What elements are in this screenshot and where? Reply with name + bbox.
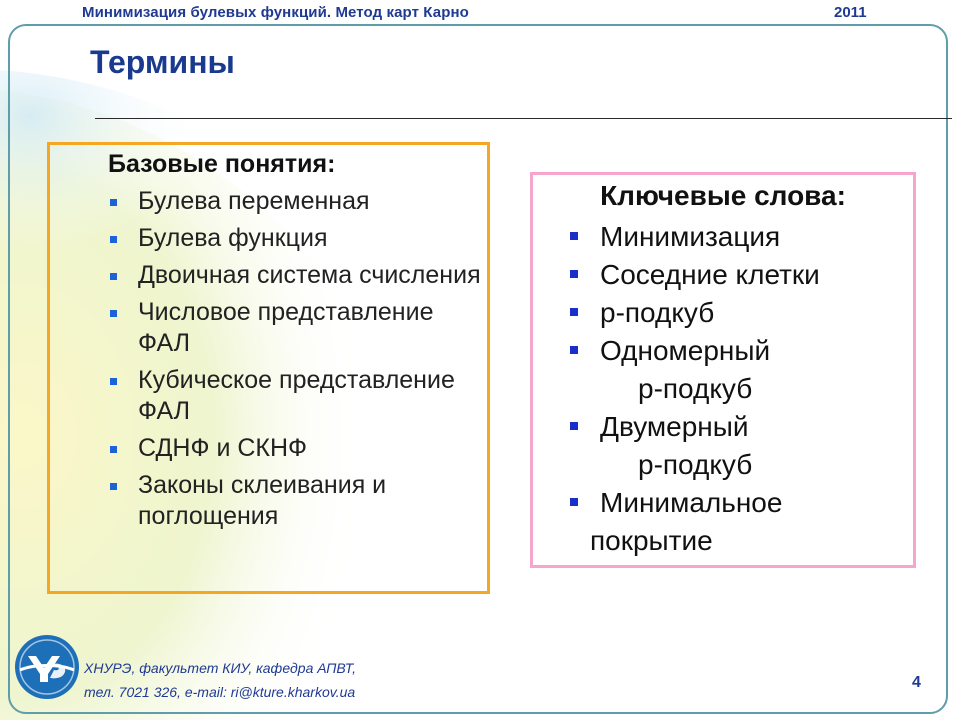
list-item: [568, 484, 908, 560]
square-bullet-icon: [110, 236, 117, 243]
page-number: 4: [912, 674, 921, 691]
list-item: [568, 294, 908, 332]
title-divider: [95, 118, 952, 119]
list-item: [108, 470, 488, 532]
list-item-continuation: р-подкуб: [638, 449, 753, 480]
square-bullet-icon: [110, 378, 117, 385]
list-item-text: Законы склеивания и поглощения: [138, 471, 387, 530]
list-item: [568, 218, 908, 256]
list-item-text: Числовое представление ФАЛ: [138, 298, 434, 357]
list-item-continuation: р-подкуб: [638, 373, 753, 404]
slide-title: Термины: [90, 44, 235, 80]
footer-contact: тел. 7021 326, e-mail: ri@kture.kharkov.ua: [84, 684, 356, 700]
list-item-text: Минимизация: [600, 221, 781, 252]
square-bullet-icon: [570, 270, 578, 278]
list-item-text: СДНФ и СКНФ: [138, 434, 308, 462]
square-bullet-icon: [570, 346, 578, 354]
square-bullet-icon: [570, 422, 578, 430]
list-item: [108, 260, 488, 291]
square-bullet-icon: [110, 199, 117, 206]
presentation-title: Минимизация булевых функций. Метод карт Карно: [82, 4, 469, 21]
list-item-text: Кубическое представление ФАЛ: [138, 366, 455, 425]
list-item-text: Минимальное: [600, 487, 783, 518]
keywords-heading: Ключевые слова:: [600, 180, 846, 211]
list-item: [108, 433, 488, 464]
square-bullet-icon: [110, 446, 117, 453]
square-bullet-icon: [110, 310, 117, 317]
list-item: [568, 332, 908, 408]
list-item-text: Булева функция: [138, 224, 328, 252]
square-bullet-icon: [570, 232, 578, 240]
list-item: [108, 365, 488, 427]
square-bullet-icon: [110, 483, 117, 490]
list-item-text: Соседние клетки: [600, 259, 820, 290]
list-item-text: Двумерный: [600, 411, 749, 442]
list-item: [108, 223, 488, 254]
base-concepts-list: [108, 186, 488, 538]
presentation-year: 2011: [834, 4, 867, 21]
list-item: [568, 256, 908, 294]
list-item: [108, 186, 488, 217]
square-bullet-icon: [570, 498, 578, 506]
square-bullet-icon: [570, 308, 578, 316]
list-item-text: р-подкуб: [600, 297, 715, 328]
footer-affiliation: ХНУРЭ, факультет КИУ, кафедра АПВТ,: [84, 660, 357, 676]
keywords-list: [568, 218, 908, 560]
list-item: [568, 408, 908, 484]
university-logo-icon: [14, 634, 80, 700]
base-concepts-heading: Базовые понятия:: [108, 150, 336, 178]
list-item-text: Булева переменная: [138, 187, 370, 215]
list-item-text: Одномерный: [600, 335, 771, 366]
list-item: [108, 297, 488, 359]
list-item-continuation: покрытие: [590, 525, 713, 556]
square-bullet-icon: [110, 273, 117, 280]
list-item-text: Двоичная система счисления: [138, 261, 481, 289]
